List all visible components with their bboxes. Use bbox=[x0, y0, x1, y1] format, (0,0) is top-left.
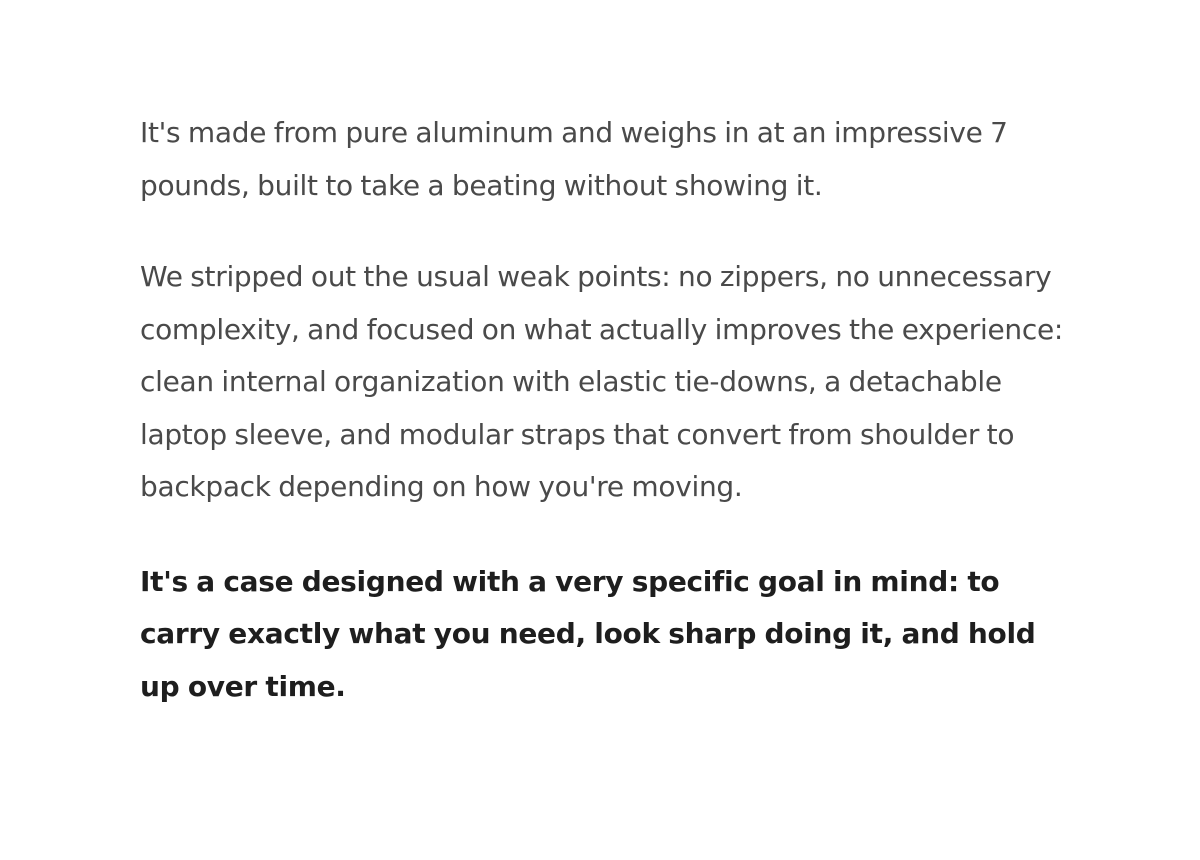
paragraph-design-goal: It's a case designed with a very specific goal in mind: to carry exactly what you need, look sharp doing it, and hold up over time. bbox=[140, 564, 1036, 703]
paragraph-material-weight: It's made from pure aluminum and weighs in at an impressive 7 pounds, built to take a beating without showing it. bbox=[140, 116, 1008, 202]
paragraph-design-features: We stripped out the usual weak points: no zippers, no unnecessary complexity, and focused on what actually improves the experience: clean internal organization with elastic tie-downs, a detachable laptop sleeve, and modular straps that convert from shoulder to backpack depending on how you're moving. bbox=[140, 260, 1064, 503]
